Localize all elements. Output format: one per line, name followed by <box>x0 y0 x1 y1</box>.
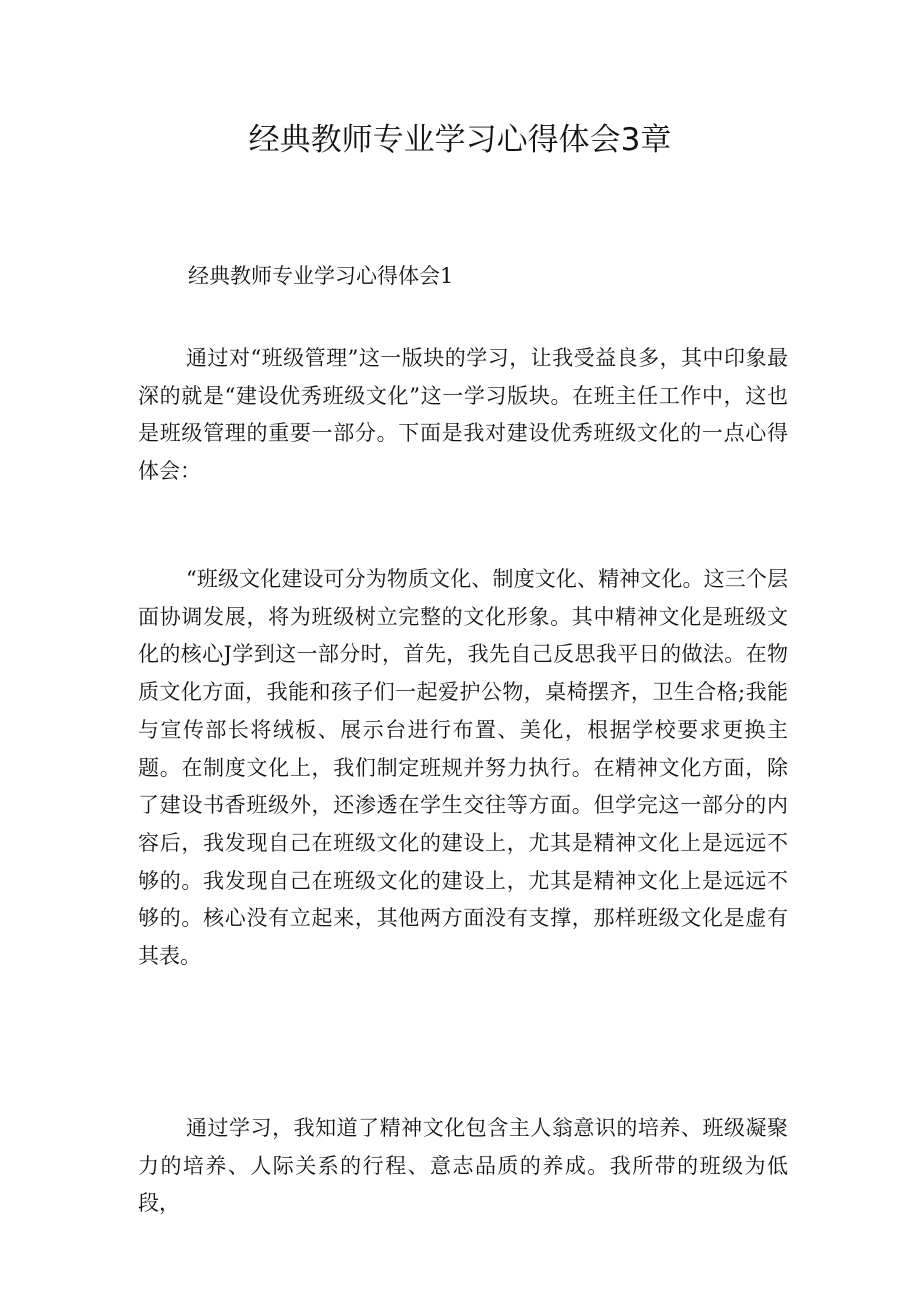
paragraph-1: 通过对“班级管理”这一版块的学习，让我受益良多，其中印象最深的就是“建设优秀班级文化”这一学习版块。在班主任工作中，这也是班级管理的重要一部分。下面是我对建设优秀班级文化的一点心得体会： <box>138 346 788 484</box>
section-heading: 经典教师专业学习心得体会1 <box>188 264 454 288</box>
paragraph-3: 通过学习，我知道了精神文化包含主人翁意识的培养、班级凝聚力的培养、人际关系的行程、意志品质的养成。我所带的班级为低段， <box>138 1116 788 1216</box>
paragraph-2: “班级文化建设可分为物质文化、制度文化、精神文化。这三个层面协调发展，将为班级树立完整的文化形象。其中精神文化是班级文化的核心J学到这一部分时，首先，我先自己反思我平日的做法。在物质文化方面，我能和孩子们一起爱护公物，桌椅摆齐，卫生合格;我能与宣传部长将绒板、展示台进行布置、美化，根据学校要求更换主题。在制度文化上，我们制定班规并努力执行。在精神文化方面，除了建设书香班级外，还渗透在学生交往等方面。但学完这一部分的内容后，我发现自己在班级文化的建设上，尤其是精神文化上是远远不够的。我发现自己在班级文化的建设上，尤其是精神文化上是远远不够的。核心没有立起来，其他两方面没有支撑，那样班级文化是虚有其表。 <box>138 567 788 969</box>
document-title: 经典教师专业学习心得体会3章 <box>248 122 672 158</box>
